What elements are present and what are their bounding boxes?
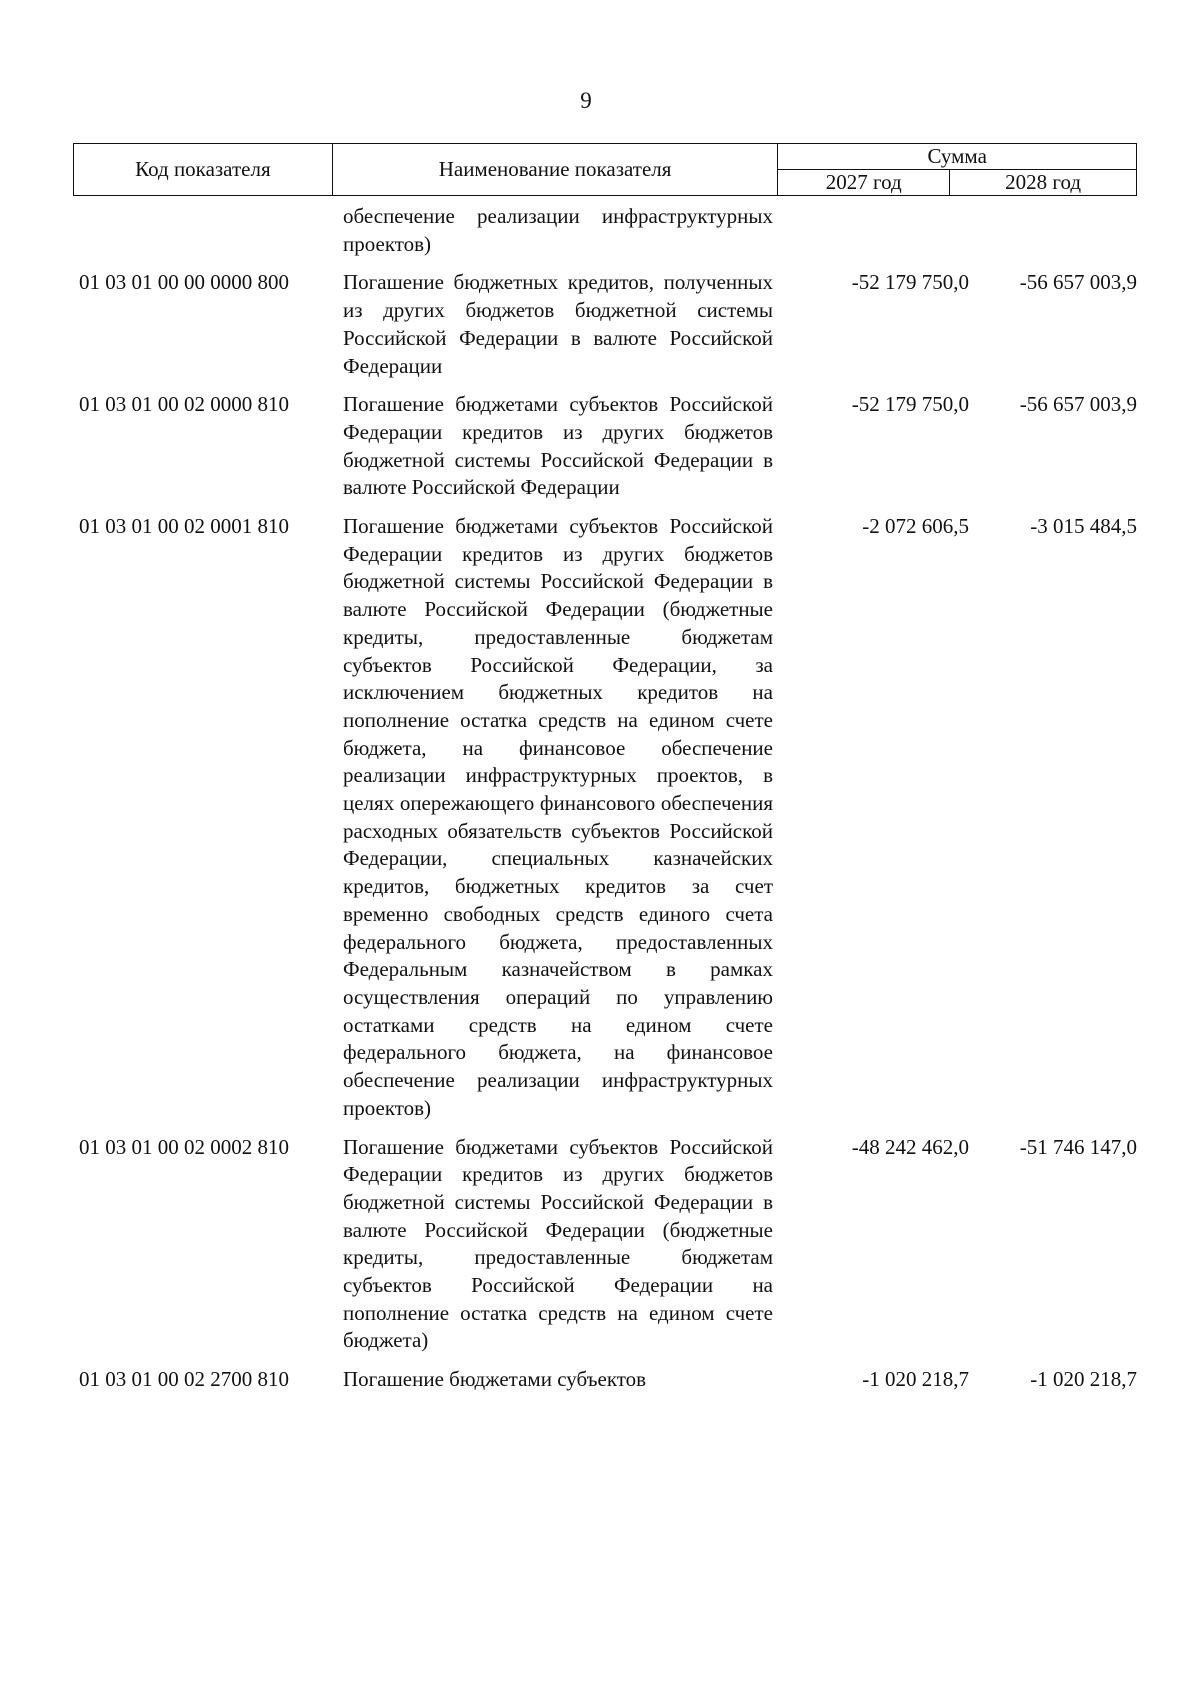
row-value-2028: -56 657 003,9 (1019, 392, 1137, 417)
row-name: Погашение бюджетами субъектов (343, 1367, 647, 1392)
header-sum: Сумма (778, 144, 1137, 170)
row-value-2028: -56 657 003,9 (1019, 270, 1137, 295)
row-value-2027: -2 072 606,5 (862, 514, 969, 539)
table-row (73, 1366, 1137, 1394)
row-name: Погашение бюджетами субъектов Российской Федерации кредитов из других бюджетов бюджетной системы Российской Федерации в валюте Российской Федерации (бюджетные кредиты, предоставленные бюджетам субъектов Российской Федерации, за исключением бюджетных кредитов на пополнение остатка средств на едином счете бюджета, на финансовое обеспечение реализации инфраструктурных проектов, в целях опережающего финансового обеспечения расходных обязательств субъектов Российской Федерации, специальных казначейских кредитов, бюджетных кредитов за счет временно свободных средств единого счета федерального бюджета, предоставленных Федеральным казначейством в рамках осуществления операций по управлению остатками средств на едином счете федерального бюджета, на финансовое обеспечение реализации инфраструктурных проектов) (343, 514, 773, 1120)
row-value-2028: -51 746 147,0 (1019, 1134, 1137, 1159)
row-code: 01 03 01 00 02 2700 810 (79, 1367, 289, 1392)
header-code: Код показателя (74, 144, 333, 196)
table-row (73, 269, 1137, 380)
table-header (73, 143, 1137, 196)
table-row (73, 1134, 1137, 1356)
table-row (73, 203, 1137, 258)
row-name: обеспечение реализации инфраструктурных проектов) (343, 204, 773, 256)
row-code: 01 03 01 00 02 0001 810 (79, 514, 289, 539)
page-number: 9 (580, 88, 592, 113)
row-value-2027: -48 242 462,0 (851, 1134, 969, 1159)
row-name: Погашение бюджетами субъектов Российской Федерации кредитов из других бюджетов бюджетной системы Российской Федерации в валюте Российской Федерации (343, 392, 773, 500)
row-value-2028: -1 020 218,7 (1030, 1367, 1137, 1392)
row-value-2027: -1 020 218,7 (862, 1367, 969, 1392)
header-year-2028: 2028 год (950, 170, 1137, 196)
row-value-2027: -52 179 750,0 (851, 392, 969, 417)
header-year-2027: 2027 год (778, 170, 950, 196)
row-value-2027: -52 179 750,0 (851, 270, 969, 295)
row-name: Погашение бюджетных кредитов, полученных из других бюджетов бюджетной системы Российской Федерации в валюте Российской Федерации (343, 270, 773, 378)
row-value-2028: -3 015 484,5 (1030, 514, 1137, 539)
table-body (73, 203, 1137, 1394)
row-code: 01 03 01 00 02 0000 810 (79, 392, 289, 417)
row-code: 01 03 01 00 00 0000 800 (79, 270, 289, 295)
table-row (73, 391, 1137, 502)
row-code: 01 03 01 00 02 0002 810 (79, 1134, 289, 1159)
row-name: Погашение бюджетами субъектов Российской Федерации кредитов из других бюджетов бюджетной системы Российской Федерации в валюте Российской Федерации (бюджетные кредиты, предоставленные бюджетам субъектов Российской Федерации на пополнение остатка средств на едином счете бюджета) (343, 1134, 773, 1353)
table-row (73, 513, 1137, 1122)
header-name: Наименование показателя (332, 144, 778, 196)
